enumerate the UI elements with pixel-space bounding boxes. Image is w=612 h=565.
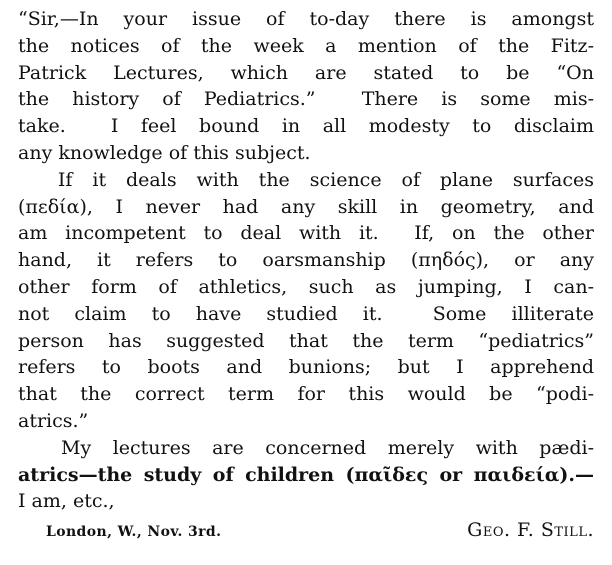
letter-line: not claim to have studied it. Some illiterate — [18, 302, 594, 325]
letter-line: the history of Pediatrics.” There is some mis- — [18, 88, 594, 111]
letter-line: am incompetent to deal with it. If, on the other — [18, 222, 594, 245]
letter-line: My lectures are concerned merely with pædi- — [18, 436, 594, 459]
letter-line: (πεδία), I never had any skill in geometry, and — [18, 195, 594, 218]
signature: Geo. F. Still. — [467, 519, 594, 542]
closing-line: I am, etc., — [18, 490, 115, 513]
letter-line: “Sir,—In your issue of to-day there is amongst — [18, 8, 594, 30]
letter-page — [18, 6, 594, 543]
letter-line: atrics—the study of children (παῖδες or παιδεία).— — [18, 463, 594, 486]
letter-line: take. I feel bound in all modesty to disclaim — [18, 115, 594, 138]
letter-line: person has suggested that the term “pediatrics” — [18, 329, 594, 352]
letter-line: If it deals with the science of plane surfaces — [18, 168, 594, 191]
letter-line: atrics.” — [18, 409, 89, 432]
letter-line: the notices of the week a mention of the Fitz- — [18, 34, 594, 57]
letter-line: that the correct term for this would be “podi- — [18, 383, 594, 406]
letter-line: any knowledge of this subject. — [18, 141, 311, 164]
place-date: London, W., Nov. 3rd. — [46, 524, 222, 541]
signoff-row — [18, 517, 594, 543]
letter-line: Patrick Lectures, which are stated to be “On — [18, 61, 594, 84]
letter-line: hand, it refers to oarsmanship (πηδός), or any — [18, 249, 594, 272]
letter-line: refers to boots and bunions; but I apprehend — [18, 356, 594, 379]
letter-line: other form of athletics, such as jumping, I can- — [18, 275, 594, 298]
